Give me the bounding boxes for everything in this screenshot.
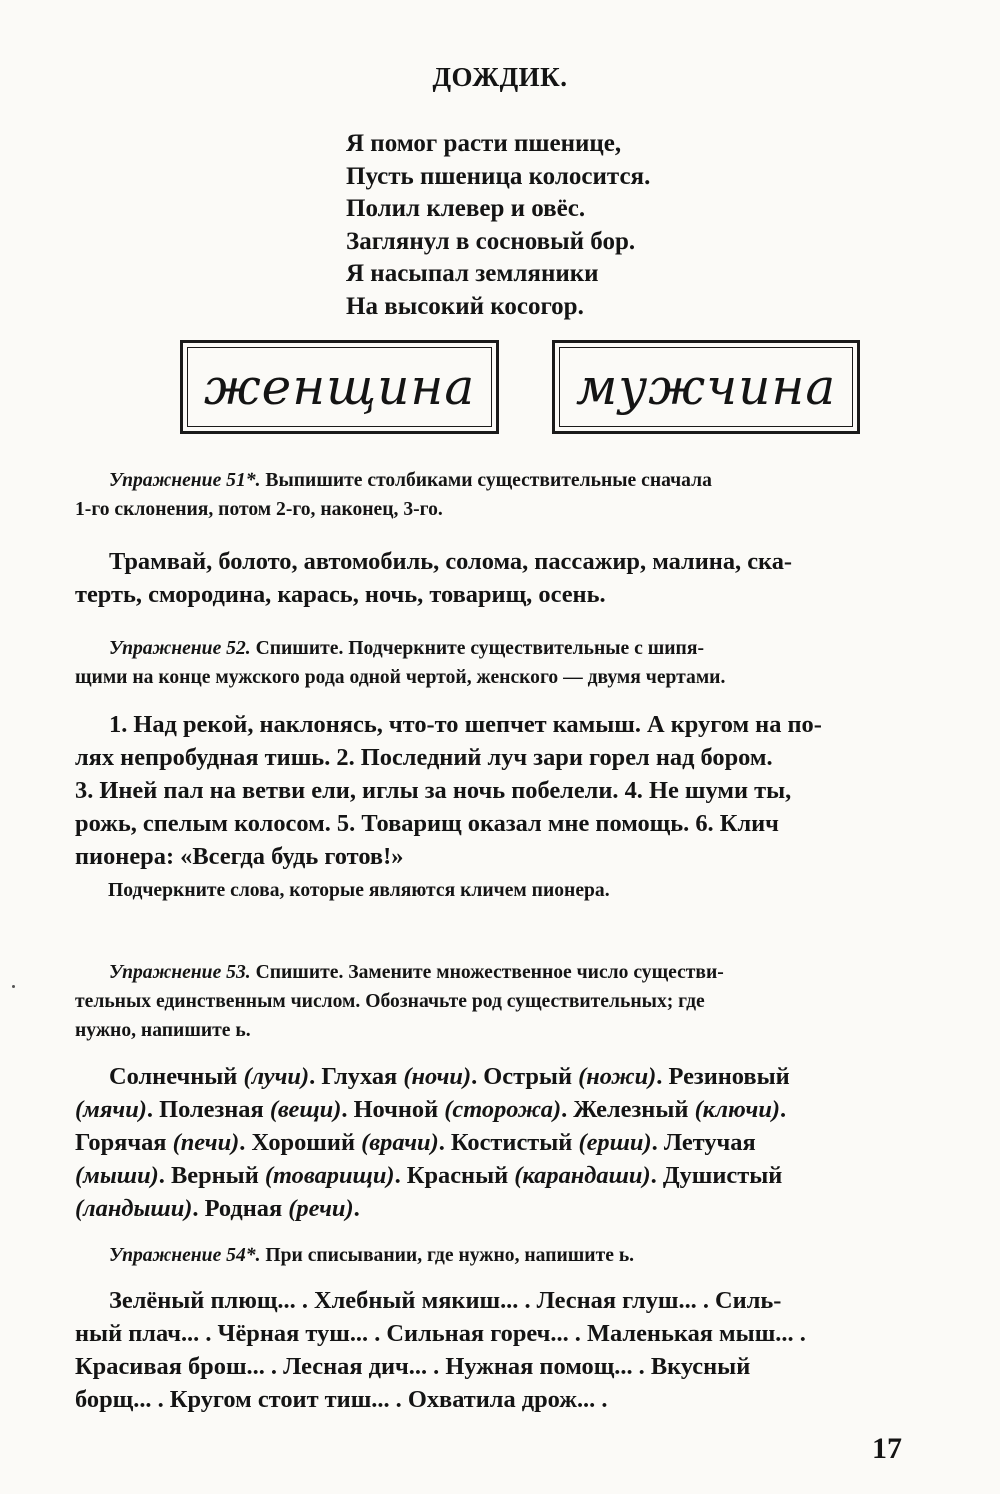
noun-plural: (сторожа) (444, 1096, 562, 1123)
noun-plural: (вещи) (269, 1096, 342, 1123)
text-line: Солнечный (лучи). Глухая (ночи). Острый (ножи). Резиновый (109, 1063, 790, 1090)
noun-plural: (мячи) (75, 1096, 147, 1123)
adjective: Костистый (450, 1129, 573, 1156)
adjective: Родная (204, 1195, 283, 1222)
adjective: Красный (406, 1162, 509, 1189)
text-line: 1. Над рекой, наклонясь, что-то шепчет камыш. А кругом на по- (109, 711, 822, 738)
exercise-task: 1-го склонения, потом 2-го, наконец, 3-го. (75, 499, 443, 520)
exercise-53-text (75, 1060, 907, 1225)
text-line: рожь, спелым колосом. 5. Товарищ оказал мне помощь. 6. Клич (75, 810, 779, 837)
word-box-man (552, 340, 860, 434)
exercise-label: Упражнение 54*. (109, 1245, 261, 1266)
exercise-task: щими на конце мужского рода одной чертой, женского — двумя чертами. (75, 667, 726, 688)
poem-title: ДОЖДИК. (432, 62, 568, 92)
exercise-52-task (75, 634, 907, 692)
noun-plural: (мыши) (75, 1162, 159, 1189)
poem-line: Я помог расти пшенице, (346, 130, 622, 157)
exercise-label: Упражнение 52. (109, 638, 251, 659)
poem (346, 128, 806, 324)
adjective: Ночной (353, 1096, 439, 1123)
poem-line: На высокий косогор. (346, 292, 584, 320)
noun-plural: (ерши) (578, 1129, 652, 1156)
adjective: Верный (170, 1162, 259, 1189)
adjective: Полезная (159, 1096, 264, 1123)
text-line: терть, смородина, карась, ночь, товарищ, осень. (75, 581, 606, 608)
noun-plural: (ландыши) (75, 1195, 193, 1222)
text-line: (ландыши). Родная (речи). (75, 1195, 360, 1222)
word-box-woman (180, 340, 499, 434)
adjective: Душистый (662, 1162, 783, 1189)
noun-plural: (лучи) (243, 1063, 310, 1090)
exercise-51-text (75, 545, 907, 611)
noun-plural: (врачи) (361, 1129, 439, 1156)
adjective: Горячая (75, 1129, 167, 1156)
noun-plural: (товарищи) (264, 1162, 395, 1189)
exercise-task: Спишите. Замените множественное число существи- (255, 962, 724, 983)
poem-line: Пусть пшеница колосится. (346, 162, 651, 190)
text-line: Зелёный плющ... . Хлебный мякиш... . Лесная глуш... . Силь- (109, 1287, 782, 1314)
text-line: борщ... . Кругом стоит тиш... . Охватила дрож... . (75, 1386, 608, 1413)
word-box-text: женщина (203, 358, 476, 416)
word-box-text: мужчина (575, 358, 837, 416)
adjective: Солнечный (109, 1063, 238, 1090)
exercise-label: Упражнение 53. (109, 962, 251, 983)
exercise-task: тельных единственным числом. Обозначьте род существительных; где (75, 991, 705, 1012)
exercise-52-note: Подчеркните слова, которые являются кличем пионера. (108, 880, 610, 901)
text-line: лях непробудная тишь. 2. Последний луч зари горел над бором. (75, 744, 773, 771)
exercise-53-task (75, 958, 907, 1045)
exercise-54-task (75, 1241, 907, 1270)
noun-plural: (карандаши) (514, 1162, 651, 1189)
text-line: Трамвай, болото, автомобиль, солома, пассажир, малина, ска- (109, 548, 793, 575)
exercise-task: Выпишите столбиками существительные сначала (265, 470, 712, 491)
poem-line: Заглянул в сосновый бор. (346, 227, 636, 255)
scan-speck (12, 985, 15, 988)
adjective: Глухая (321, 1063, 398, 1090)
text-line: (мыши). Верный (товарищи). Красный (карандаши). Душистый (75, 1162, 783, 1189)
exercise-task: При списывании, где нужно, напишите ь. (265, 1245, 635, 1266)
text-line: пионера: «Всегда будь готов!» (75, 843, 404, 870)
text-line: (мячи). Полезная (вещи). Ночной (сторожа). Железный (ключи). (75, 1096, 787, 1123)
text-line: Горячая (печи). Хороший (врачи). Костистый (ерши). Летучая (75, 1129, 756, 1156)
adjective: Хороший (251, 1129, 356, 1156)
exercise-label: Упражнение 51*. (109, 470, 261, 491)
text-line: ный плач... . Чёрная туш... . Сильная гореч... . Маленькая мыш... . (75, 1320, 806, 1347)
adjective: Резиновый (668, 1063, 790, 1090)
noun-plural: (печи) (172, 1129, 240, 1156)
adjective: Железный (573, 1096, 689, 1123)
noun-plural: (ножи) (578, 1063, 657, 1090)
adjective: Острый (483, 1063, 573, 1090)
exercise-task: нужно, напишите ь. (75, 1020, 251, 1041)
exercise-54-text (75, 1284, 907, 1416)
noun-plural: (ночи) (403, 1063, 472, 1090)
poem-line: Я насыпал земляники (346, 260, 599, 288)
poem-line: Полил клевер и овёс. (346, 195, 586, 223)
text-line: Красивая брош... . Лесная дич... . Нужная помощ... . Вкусный (75, 1353, 751, 1380)
noun-plural: (речи) (288, 1195, 354, 1222)
adjective: Летучая (663, 1129, 756, 1156)
exercise-52-text (75, 708, 907, 873)
exercise-51-task (75, 466, 907, 524)
exercise-task: Спишите. Подчеркните существительные с шипя- (255, 638, 704, 659)
text-line: 3. Иней пал на ветви ели, иглы за ночь побелели. 4. Не шуми ты, (75, 777, 792, 804)
page-number: 17 (872, 1432, 902, 1465)
noun-plural: (ключи) (694, 1096, 781, 1123)
